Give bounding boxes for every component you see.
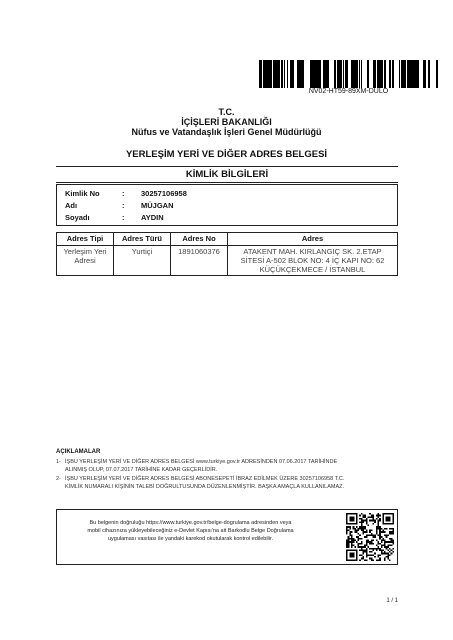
notes-title: AÇIKLAMALAR [56,449,101,455]
note-line: İŞBU YERLEŞİM YERİ VE DİĞER ADRES BELGESİ www.turkiye.gov.tr ADRESİNDEN 07.06.2017 TARİHİNDE [65,459,338,465]
identity-value: 30257106958 [141,189,187,198]
page-number: 1 / 1 [386,598,398,604]
document-code: NV02-HT59-89XM-DULO [308,88,389,95]
address-line: SİTESİ A-502 BLOK NO: 4 İÇ KAPI NO: 62 [240,256,385,265]
identity-box [56,184,398,226]
header-directorate: Nüfus ve Vatandaşlık İşleri Genel Müdürlüğü [131,127,322,137]
address-line: ATAKENT MAH. KIRLANGIÇ SK. 2.ETAP [243,247,382,256]
document-title: YERLEŞİM YERİ VE DİĞER ADRES BELGESİ [125,149,328,160]
address-no-cell: 1891060376 [171,246,228,276]
notes-section [56,449,398,492]
address-type-line: Yerleşim Yeri [63,247,107,256]
address-cell [228,246,398,276]
verification-text [63,519,318,543]
verification-line: Bu belgenin doğruluğu https://www.turkiye.gov.tr/belge-dogrulama adresinden veya [89,520,292,526]
col-address-type: Adres Tipi [57,233,114,246]
identity-label: Kimlik No [65,189,100,198]
qr-code [346,513,394,561]
verification-line: uygulaması vasıtası ile yandaki karekod okutularak kontrol edilebilir. [107,536,274,542]
note-line: KİMLİK NUMARALI KİŞİNİN TALEBİ DOĞRULTUSUNDA DÜZENLENMİŞTİR. BAŞKA AMAÇLA KULLANILAMAZ. [65,484,345,490]
verification-box [56,509,398,565]
identity-section-title: KİMLİK BİLGİLERİ [56,166,398,183]
col-address: Adres [228,233,398,246]
identity-separator: : [122,189,125,198]
address-kind-cell: Yurtiçi [114,246,171,276]
address-line: KÜÇÜKÇEKMECE / İSTANBUL [259,265,366,274]
note-item [56,475,398,491]
note-line: ALINMIŞ OLUP, 07.07.2017 TARİHİNE KADAR GEÇERLİDİR. [65,467,218,473]
col-address-no: Adres No [171,233,228,246]
verification-line: mobil cihazınıza yükleyebileceğiniz e-Devlet Kapısı'na ait Barkodlu Belge Doğrulama [87,528,294,534]
identity-value: AYDIN [141,213,164,222]
note-number: 2- [56,476,61,482]
address-type-cell [57,246,114,276]
note-item [56,458,398,474]
header-ministry: İÇİŞLERİ BAKANLIĞI [181,117,272,127]
note-number: 1- [56,459,61,465]
header-tc: T.C. [218,107,235,117]
note-line: İŞBU YERLEŞİM YERİ VE DİĞER ADRES BELGESİ ABONESEPETİ İBRAZ EDİLMEK ÜZERE 30257106958 T.C. [65,476,345,482]
identity-separator: : [122,213,125,222]
address-table-header [57,233,398,246]
col-address-kind: Adres Türü [114,233,171,246]
identity-label: Adı [65,201,78,210]
barcode [259,60,438,88]
address-type-line: Adresi [74,256,96,265]
identity-separator: : [122,201,125,210]
identity-label: Soyadı [65,213,90,222]
table-row [57,246,398,276]
identity-value: MÜJGAN [141,201,174,210]
address-table [56,232,398,276]
